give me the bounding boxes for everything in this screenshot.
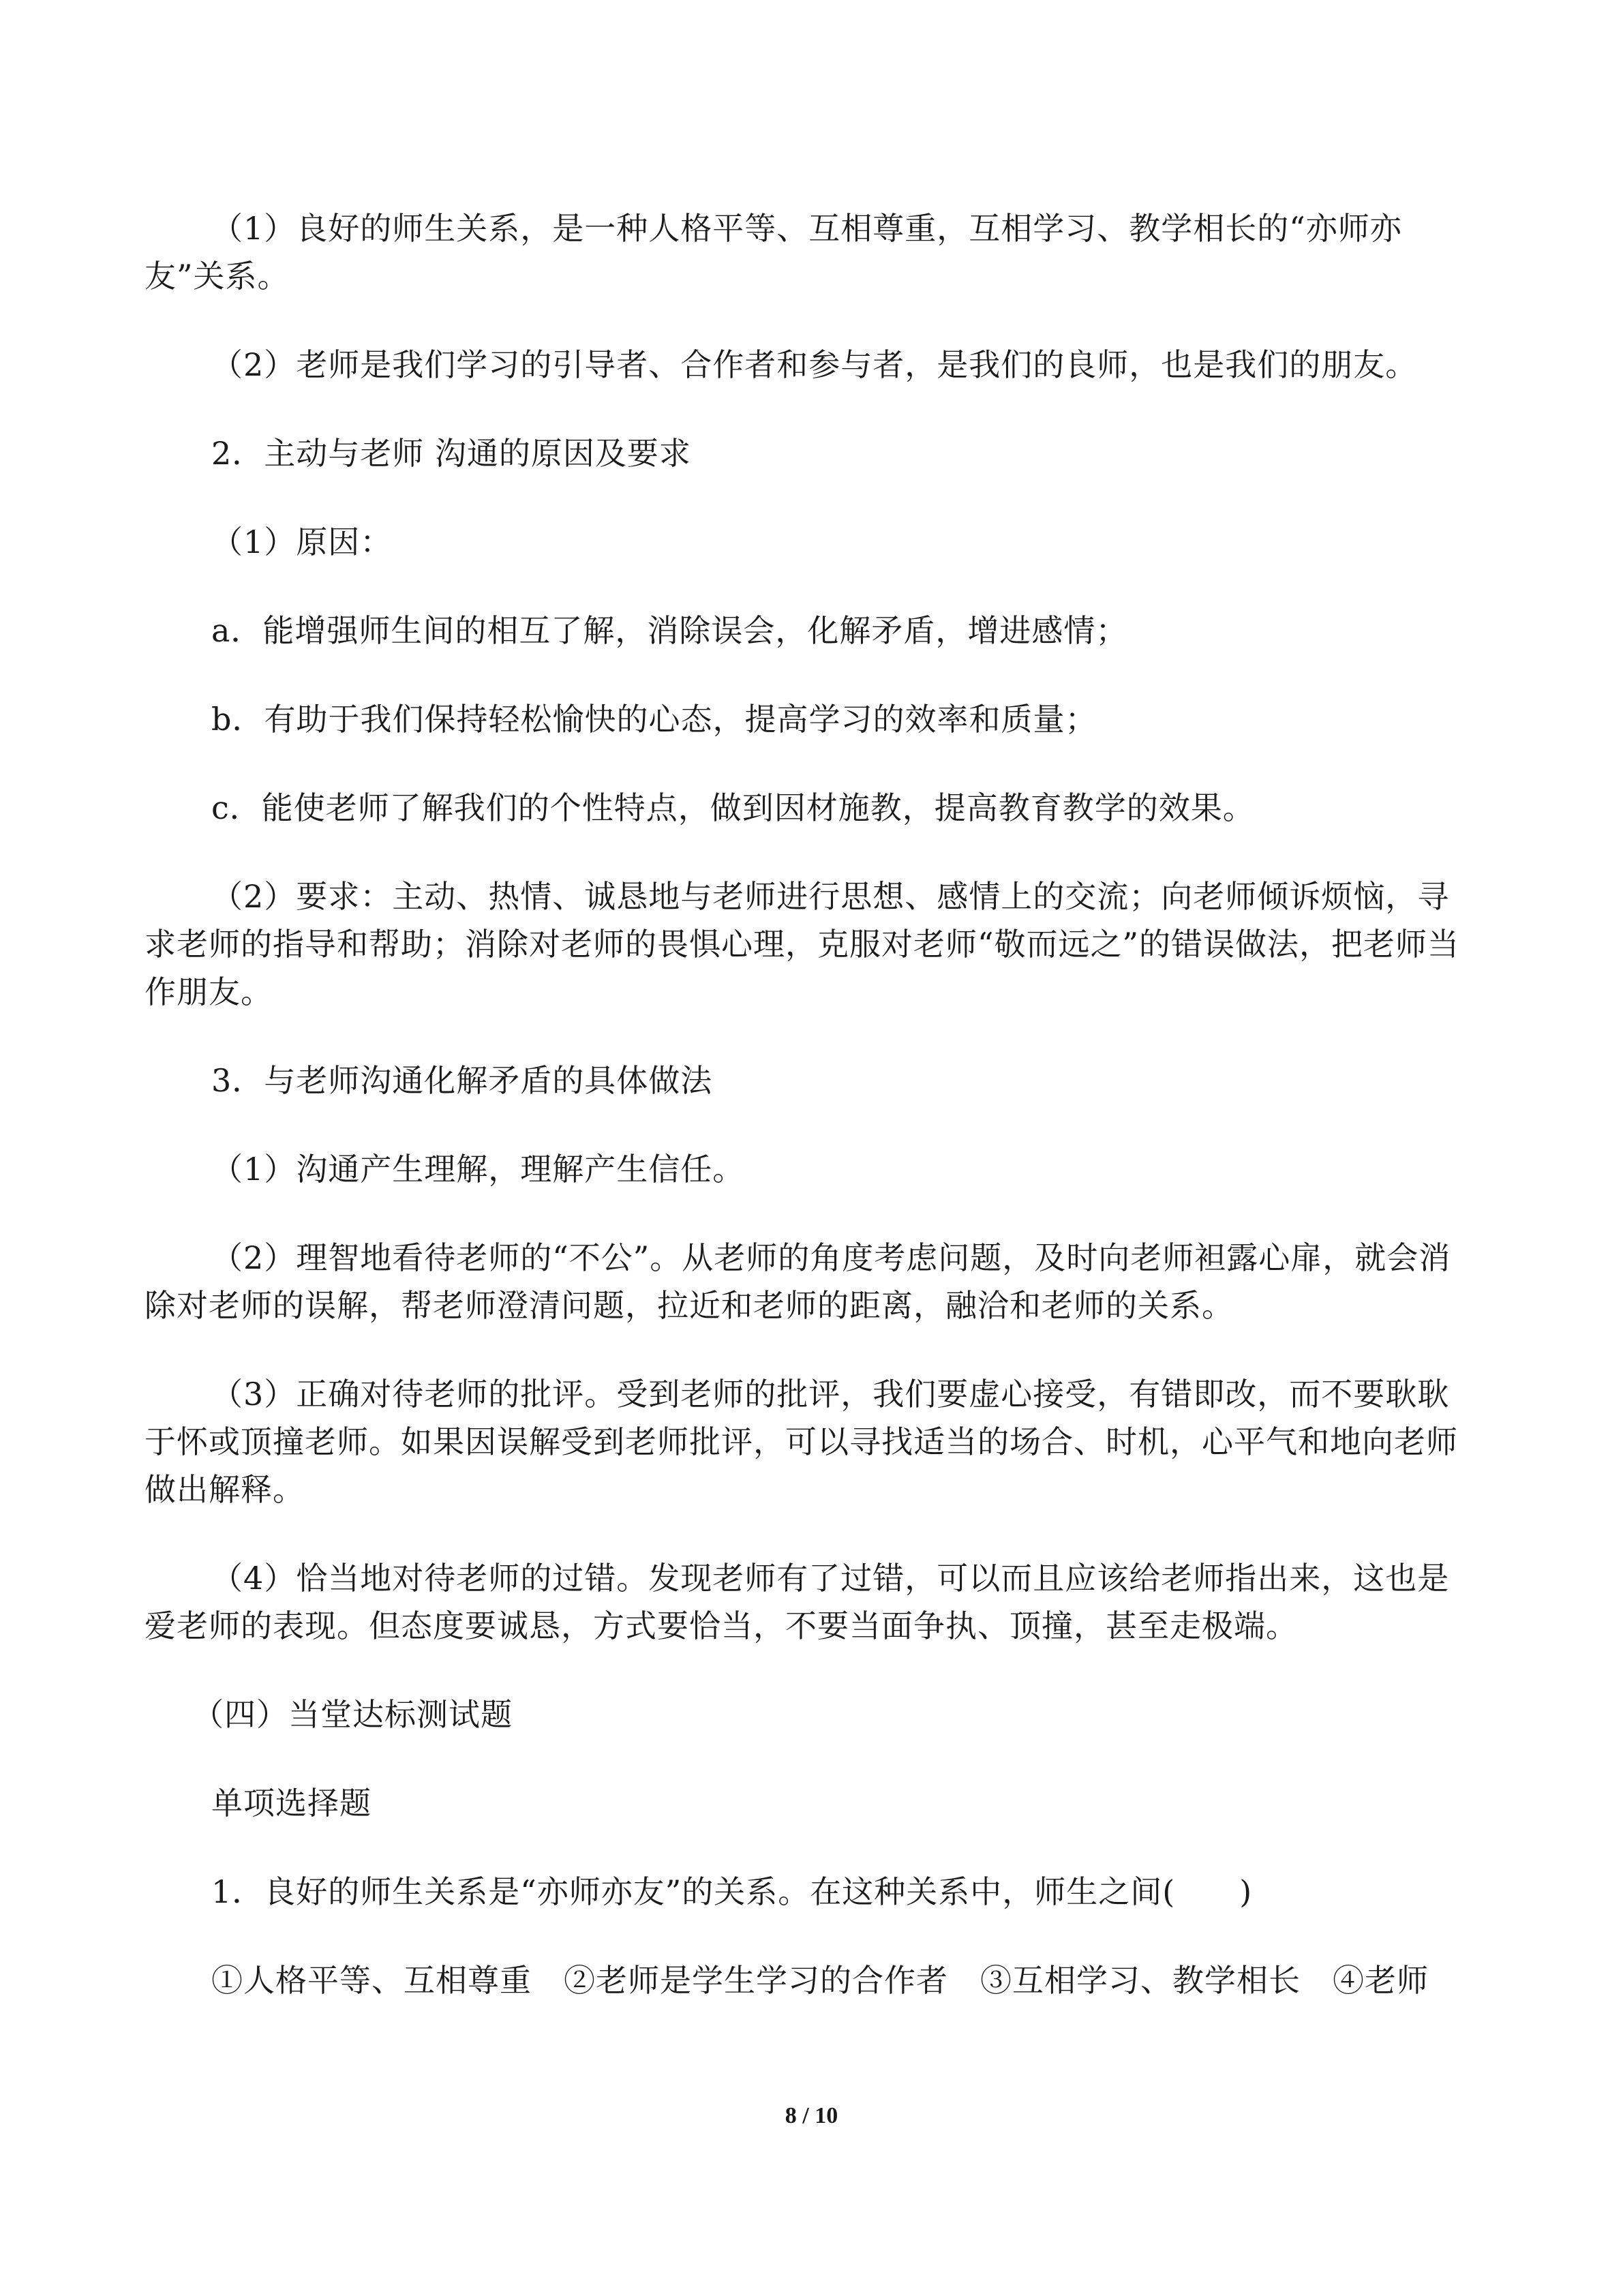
list-item-reason-a: a．能增强师生间的相互了解，消除误会，化解矛盾，增进感情； [211,612,1128,649]
heading-single-choice: 单项选择题 [211,1785,371,1822]
paragraph-method-4: （4）恰当地对待老师的过错。发现老师有了过错，可以而且应该给老师指出来，这也是爱老师的表现。但态度要诚恳，方式要恰当，不要当面争执、顶撞，甚至走极端。 [145,1560,1450,1644]
paragraph-teacher-role: （2）老师是我们学习的引导者、合作者和参与者，是我们的良师，也是我们的朋友。 [211,346,1418,383]
subheading-reasons: （1）原因： [211,524,393,560]
paragraph-method-2: （2）理智地看待老师的“不公”。从老师的角度考虑问题，及时向老师袒露心扉，就会消除对老师的误解，帮老师澄清问题，拉近和老师的距离，融洽和老师的关系。 [145,1239,1451,1324]
document-body [145,205,1481,2004]
paragraph-method-1: （1）沟通产生理解，理解产生信任。 [211,1151,745,1188]
list-item-reason-c: c．能使老师了解我们的个性特点，做到因材施教，提高教育教学的效果。 [211,789,1255,826]
question-1: 1．良好的师生关系是“亦师亦友”的关系。在这种关系中，师生之间( ) [211,1873,1253,1910]
paragraph-teacher-student-relationship: （1）良好的师生关系，是一种人格平等、互相尊重，互相学习、教学相长的“亦师亦友”关系。 [145,210,1402,294]
paragraph-requirements: （2）要求：主动、热情、诚恳地与老师进行思想、感情上的交流；向老师倾诉烦恼，寻求老师的指导和帮助；消除对老师的畏惧心理，克服对老师“敬而远之”的错误做法，把老师当作朋友。 [145,878,1460,1010]
list-item-reason-b: b．有助于我们保持轻松愉快的心态，提高学习的效率和质量； [211,701,1097,738]
heading-communication-reasons: 2．主动与老师 沟通的原因及要求 [211,435,691,472]
question-1-options: ①人格平等、互相尊重 ②老师是学生学习的合作者 ③互相学习、教学相长 ④老师 [211,1962,1429,1999]
heading-in-class-test: （四）当堂达标测试题 [192,1696,513,1733]
paragraph-method-3: （3）正确对待老师的批评。受到老师的批评，我们要虚心接受，有错即改，而不要耿耿于怀或顶撞老师。如果因误解受到老师批评，可以寻找适当的场合、时机，心平气和地向老师做出解释。 [145,1376,1458,1508]
heading-resolving-conflicts: 3．与老师沟通化解矛盾的具体做法 [211,1062,713,1099]
page-number: 8 / 10 [785,2103,838,2128]
